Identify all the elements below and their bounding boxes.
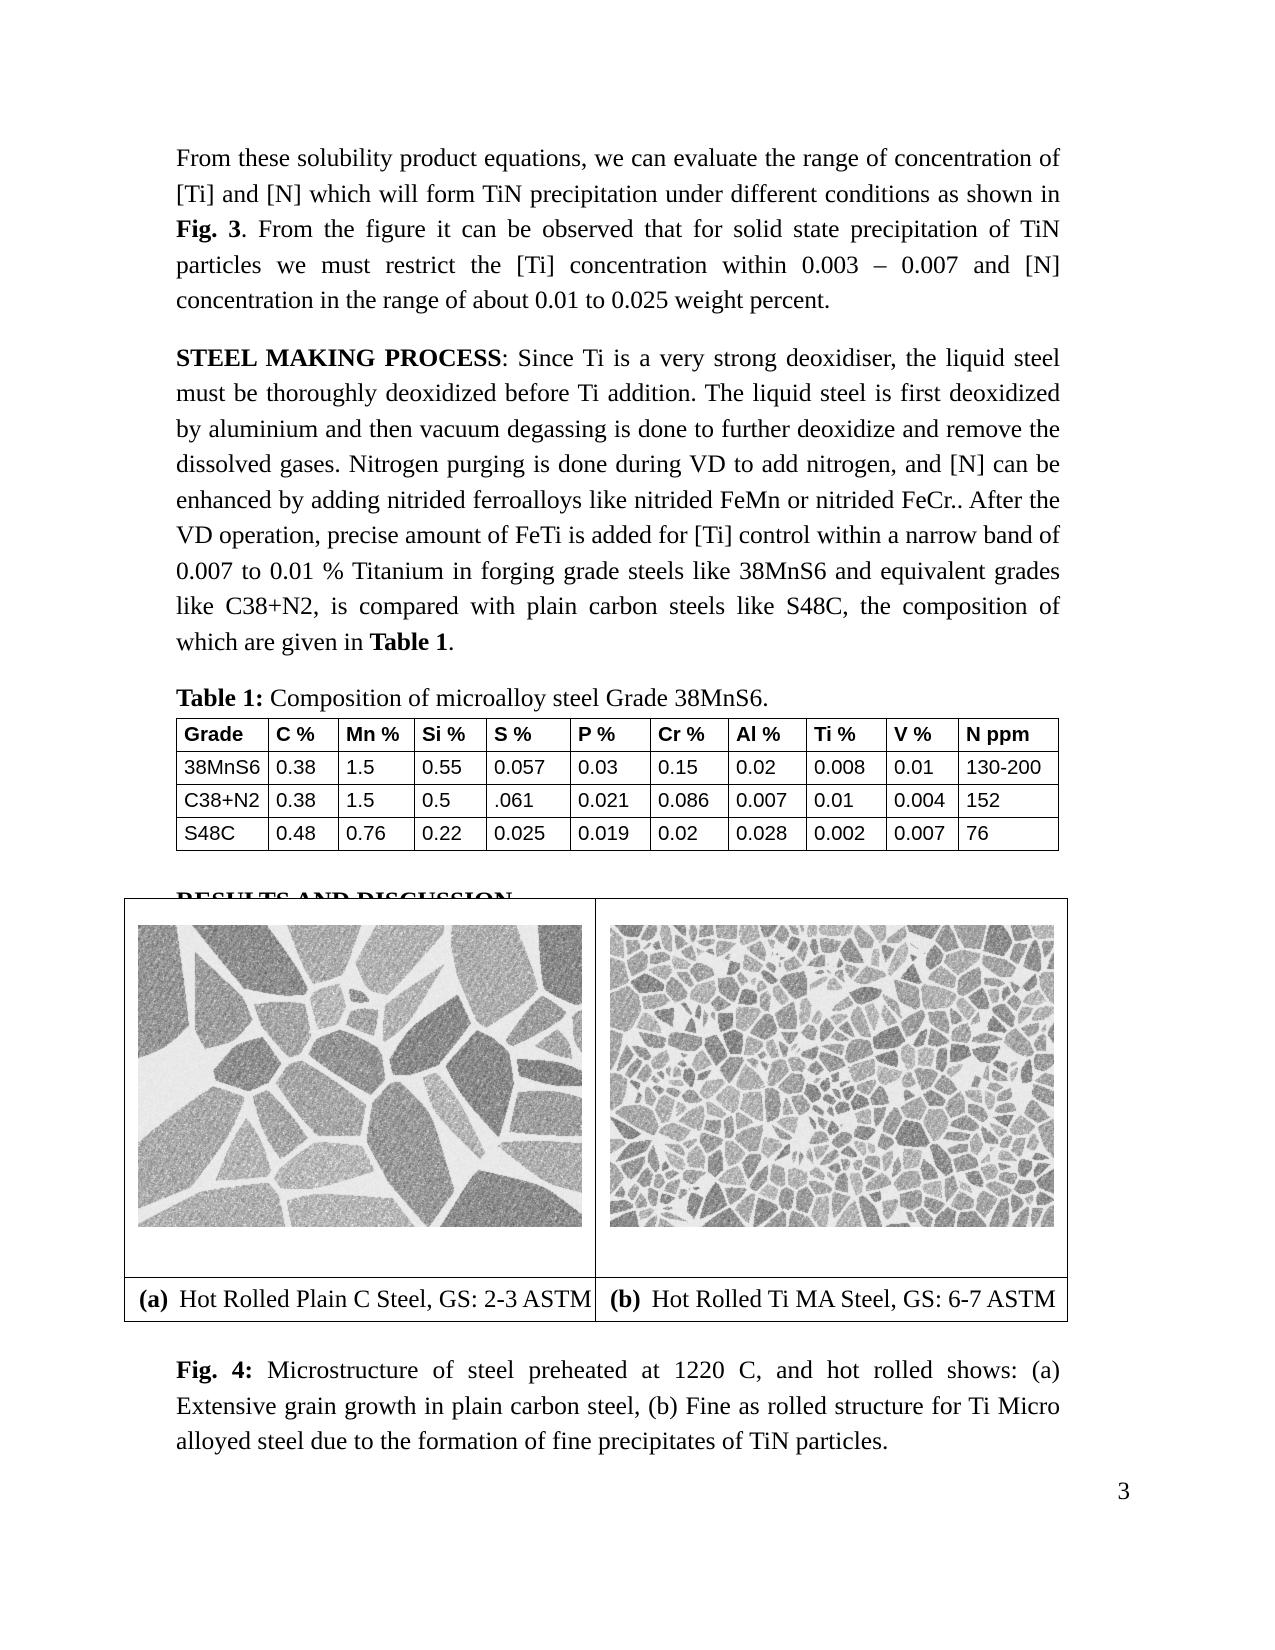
text-run: From these solubility product equations, we can evaluate the range of concentration of [Ti] and [N] which will form TiN precipitation under different conditions as shown in: [176, 143, 1060, 208]
table-cell-6: 0.02: [651, 818, 729, 851]
table-header-cell-9: V %: [887, 719, 959, 752]
table-cell-6: 0.086: [651, 785, 729, 818]
paragraph-steel-making-process: [176, 340, 1060, 660]
figure-4-block: [124, 898, 1068, 1322]
table-cell-8: 0.01: [807, 785, 887, 818]
table-header-cell-5: P %: [571, 719, 651, 752]
table-cell-2: 1.5: [339, 785, 415, 818]
composition-table: [176, 718, 1059, 851]
table-cell-5: 0.019: [571, 818, 651, 851]
text-run: : Since Ti is a very strong deoxidiser, the liquid steel must be thoroughly deoxidized before Ti addition. The liquid steel is first deoxidized by aluminium and then vacuum degassing is done to further deoxidize and remove the dissolved gases. Nitrogen purging is done during VD to add nitrogen, and [N] can be enhanced by adding nitrided ferroalloys like nitrided FeMn or nitrided FeCr.. After the VD operation, precise amount of FeTi is added for [Ti] control within a narrow band of 0.007 to 0.01 % Titanium in forging grade steels like 38MnS6 and equivalent grades like C38+N2, is compared with plain carbon steels like S48C, the composition of which are given in: [176, 342, 1060, 656]
table-cell-5: 0.021: [571, 785, 651, 818]
table-cell-7: 0.028: [729, 818, 807, 851]
table-cell-2: 0.76: [339, 818, 415, 851]
figure-panel-b: [596, 899, 1067, 1321]
text-run: .: [447, 626, 455, 656]
paragraph-solubility: [176, 140, 1060, 318]
emphasis-run: STEEL MAKING PROCESS: [176, 342, 502, 372]
emphasis-run: Table 1: [369, 626, 448, 656]
table-header-cell-4: S %: [487, 719, 571, 752]
table-cell-9: 0.007: [887, 818, 959, 851]
table-cell-8: 0.008: [807, 752, 887, 785]
table-cell-9: 0.01: [887, 752, 959, 785]
table-row: [177, 752, 1059, 785]
table-cell-7: 0.02: [729, 752, 807, 785]
emphasis-run: Fig. 3: [176, 214, 241, 243]
figure-4-caption: [176, 1352, 1060, 1459]
table-header-cell-1: C %: [269, 719, 339, 752]
figure-panel-b-tag: (b): [610, 1285, 641, 1313]
figure-panel-a-caption: [125, 1277, 595, 1321]
table-cell-2: 1.5: [339, 752, 415, 785]
table-header-cell-0: Grade: [177, 719, 269, 752]
table-caption-text: Composition of microalloy steel Grade 38MnS6.: [270, 683, 769, 712]
table-header-row: [177, 719, 1059, 752]
table-cell-0: C38+N2: [177, 785, 269, 818]
figure-panel-a: [125, 899, 596, 1321]
table-cell-9: 0.004: [887, 785, 959, 818]
table-header-cell-8: Ti %: [807, 719, 887, 752]
figure-4-caption-text: Microstructure of steel preheated at 1220 C, and hot rolled shows: (a) Extensive grain growth in plain carbon steel, (b) Fine as rolled structure for Ti Micro alloyed steel due to the formation of fine precipitates of TiN particles.: [176, 1355, 1060, 1455]
table-cell-10: 76: [959, 818, 1059, 851]
table-cell-8: 0.002: [807, 818, 887, 851]
figure-panel-a-tag: (a): [139, 1285, 169, 1313]
table-cell-3: 0.55: [415, 752, 487, 785]
table-header-cell-3: Si %: [415, 719, 487, 752]
table-cell-10: 152: [959, 785, 1059, 818]
table-cell-5: 0.03: [571, 752, 651, 785]
table-row: [177, 818, 1059, 851]
table-header-cell-6: Cr %: [651, 719, 729, 752]
figure-4-caption-label: Fig. 4:: [176, 1355, 253, 1384]
table-cell-4: 0.025: [487, 818, 571, 851]
figure-panel-b-caption: [596, 1277, 1067, 1321]
table-header-cell-2: Mn %: [339, 719, 415, 752]
table-cell-6: 0.15: [651, 752, 729, 785]
figure-panel-a-label: Hot Rolled Plain C Steel, GS: 2-3 ASTM: [179, 1285, 592, 1313]
table-cell-0: 38MnS6: [177, 752, 269, 785]
text-run: . From the figure it can be observed that for solid state precipitation of TiN particles we must restrict the [Ti] concentration within 0.003 – 0.007 and [N] concentration in the range of about 0.01 to 0.025 weight percent.: [176, 214, 1060, 314]
table-caption: [176, 681, 1060, 714]
table-cell-1: 0.48: [269, 818, 339, 851]
table-cell-4: .061: [487, 785, 571, 818]
table-header-cell-7: Al %: [729, 719, 807, 752]
figure-panel-b-label: Hot Rolled Ti MA Steel, GS: 6-7 ASTM: [651, 1285, 1056, 1313]
table-cell-3: 0.5: [415, 785, 487, 818]
table-cell-3: 0.22: [415, 818, 487, 851]
table-cell-1: 0.38: [269, 752, 339, 785]
table-row: [177, 785, 1059, 818]
table-cell-0: S48C: [177, 818, 269, 851]
table-cell-10: 130-200: [959, 752, 1059, 785]
table-cell-4: 0.057: [487, 752, 571, 785]
table-cell-1: 0.38: [269, 785, 339, 818]
table-caption-label: Table 1:: [176, 683, 264, 712]
page-number: 3: [1117, 1478, 1130, 1505]
table-header-cell-10: N ppm: [959, 719, 1059, 752]
micrograph-ti-ma-steel: [610, 925, 1054, 1227]
table-cell-7: 0.007: [729, 785, 807, 818]
micrograph-plain-c-steel: [138, 925, 582, 1227]
